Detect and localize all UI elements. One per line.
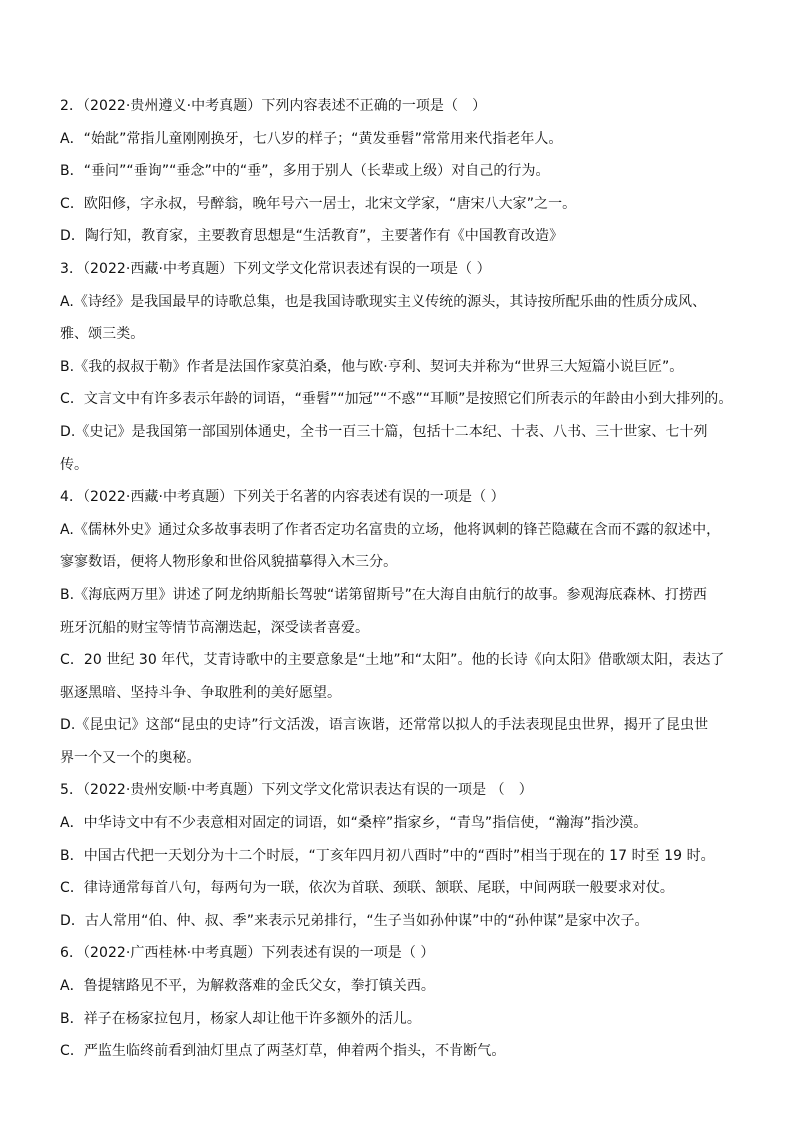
option-line: A．鲁提辖路见不平，为解救落难的金氏父女，拳打镇关西。 xyxy=(60,978,435,995)
option-line: 班牙沉船的财宝等情节高潮迭起，深受读者喜爱。 xyxy=(60,619,370,636)
option-line: D．陶行知，教育家，主要教育思想是“生活教育”，主要著作有《中国教育改造》 xyxy=(60,228,564,245)
question-stem-2: 2．（2022·贵州遵义·中考真题）下列内容表述不正确的一项是（ ） xyxy=(60,98,487,114)
option-line: D.《史记》是我国第一部国别体通史，全书一百三十篇，包括十二本纪、十表、八书、三十世家、七十列 xyxy=(60,423,708,440)
question-stem-3: 3．（2022·西藏·中考真题）下列文学文化常识表述有误的一项是（ ） xyxy=(60,260,491,277)
option-line: B.《我的叔叔于勒》作者是法国作家莫泊桑，他与欧·亨利、契诃夫并称为“世界三大短篇小说巨匠”。 xyxy=(60,358,684,375)
option-line: A．“始龀”常指儿童刚刚换牙，七八岁的样子；“黄发垂髫”常常用来代指老年人。 xyxy=(60,130,563,147)
option-line: A.《诗经》是我国最早的诗歌总集，也是我国诗歌现实主义传统的源头，其诗按所配乐曲的性质分成风、 xyxy=(60,293,707,310)
option-line: C．文言文中有许多表示年龄的词语，“垂髫”“加冠”“不惑”“耳顺”是按照它们所表示的年龄由小到大排列的。 xyxy=(60,391,733,408)
option-line: B.《海底两万里》讲述了阿龙纳斯船长驾驶“诺第留斯号”在大海自由航行的故事。参观海底森林、打捞西 xyxy=(60,586,707,603)
question-stem-4: 4．（2022·西藏·中考真题）下列关于名著的内容表述有误的一项是（ ） xyxy=(60,489,505,506)
option-line: B．祥子在杨家拉包月，杨家人却让他干许多额外的活儿。 xyxy=(60,1010,421,1027)
option-line: 雅、颂三类。 xyxy=(60,326,145,343)
option-line: D．古人常用“伯、仲、叔、季”来表示兄弟排行，“生子当如孙仲谋”中的“孙仲谋”是家中次子。 xyxy=(60,912,649,929)
option-line: A．中华诗文中有不少表意相对固定的词语，如“桑梓”指家乡，“青鸟”指信使，“瀚海”指沙漠。 xyxy=(60,815,648,832)
option-line: C．律诗通常每首八句，每两句为一联，依次为首联、颈联、颔联、尾联，中间两联一般要求对仗。 xyxy=(60,880,674,897)
option-line: C．严监生临终前看到油灯里点了两茎灯草，伸着两个指头，不肯断气。 xyxy=(60,1043,506,1060)
question-stem-6: 6．（2022·广西桂林·中考真题）下列表述有误的一项是（ ） xyxy=(60,945,435,962)
option-line: C．欧阳修，字永叔，号醉翁，晚年号六一居士，北宋文学家，“唐宋八大家”之一。 xyxy=(60,195,577,212)
option-line: 传。 xyxy=(60,456,89,473)
option-line: A.《儒林外史》通过众多故事表明了作者否定功名富贵的立场，他将讽刺的锋芒隐藏在含而不露的叙述中， xyxy=(60,521,721,538)
option-line: 界一个又一个的奥秘。 xyxy=(60,749,201,766)
option-line: B．“垂问”“垂询”“垂念”中的“垂”，多用于别人（长辈或上级）对自己的行为。 xyxy=(60,163,550,180)
option-line: 驱逐黑暗、坚持斗争、争取胜利的美好愿望。 xyxy=(60,684,341,701)
option-line: 寥寥数语，便将人物形象和世俗风貌描摹得入木三分。 xyxy=(60,554,398,571)
question-list xyxy=(60,96,750,1074)
option-line: D.《昆虫记》这部“昆虫的史诗”行文活泼，语言诙谐，还常常以拟人的手法表现昆虫世界，揭开了昆虫世 xyxy=(60,717,709,734)
option-line: C．20 世纪 30 年代，艾青诗歌中的主要意象是“土地”和“太阳”。他的长诗《向太阳》借歌颂太阳，表达了 xyxy=(60,652,725,669)
option-line: B．中国古代把一天划分为十二个时辰，“丁亥年四月初八酉时”中的“酉时”相当于现在的 17 时至 19 时。 xyxy=(60,847,715,864)
question-stem-5: 5．（2022·贵州安顺·中考真题）下列文学文化常识表达有误的一项是 （ ） xyxy=(60,782,533,799)
